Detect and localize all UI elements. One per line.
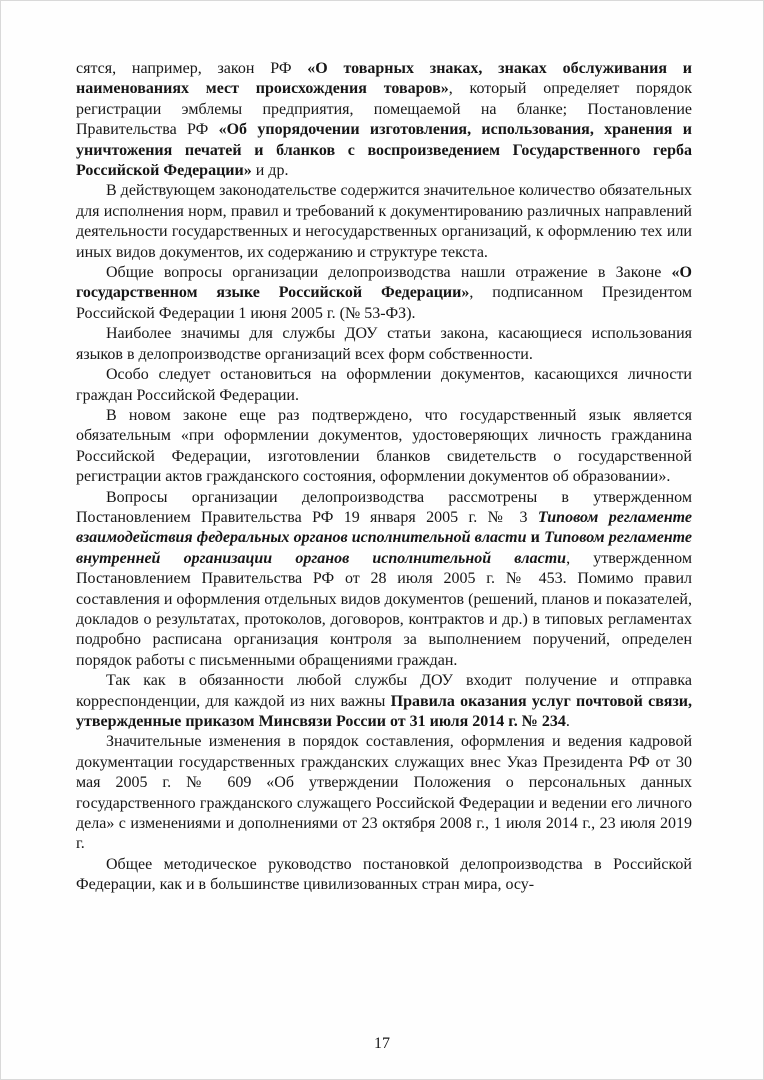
paragraph bbox=[76, 181, 692, 263]
paragraph bbox=[76, 263, 692, 324]
text-run: «Об упорядочении изготовления, использования, хранения и уничтожения печатей и бланков с воспроизведением Государственного герба Российской Федерации» bbox=[76, 121, 692, 180]
text-run: В новом законе еще раз подтверждено, что государственный язык является обязательным «при оформлении документов, удостоверяющих личность гражданина Российской Федерации, изготовлении бланков свидетельств о государственной регистрации актов гражданского состояния, оформлении документов об образовании». bbox=[76, 406, 692, 486]
paragraph bbox=[76, 59, 692, 181]
text-run: Общее методическое руководство постановкой делопроизводства в Российской Федерации, как и в большинстве цивилизованных стран мира, осу- bbox=[76, 855, 692, 894]
text-run: «О товарных знаках, знаках обслуживания и наименованиях мест происхождения товаров» bbox=[76, 60, 692, 98]
text-run: Общие вопросы организации делопроизводства нашли отражение в Законе bbox=[106, 264, 672, 282]
text-run: , утвержденном Постановлением Правительства РФ от 28 июля 2005 г. № 453. Помимо правил составления и оформления отдельных видов документов (решений, планов и показателей, докладов о результатах, протоколов, договоров, контрактов и др.) в типовых регламентах подробно расписана организация контроля за выполнением поручений, определен порядок работы с письменными обращениями граждан. bbox=[76, 549, 693, 669]
page-number: 17 bbox=[374, 1035, 390, 1052]
text-run: Вопросы организации делопроизводства рассмотрены в утвержденном Постановлением Правительства РФ 19 января 2005 г. № 3 bbox=[76, 488, 692, 526]
paragraph bbox=[76, 365, 692, 406]
text-run: и bbox=[526, 529, 545, 547]
paragraph bbox=[76, 488, 692, 672]
paragraph bbox=[76, 406, 692, 488]
paragraph bbox=[76, 732, 692, 854]
body-text bbox=[76, 59, 692, 896]
text-run: «О государственном языке Российской Федерации» bbox=[76, 264, 692, 302]
text-run: . bbox=[565, 713, 570, 730]
text-run: Особо следует остановиться на оформлении документов, касающихся личности граждан Российской Федерации. bbox=[76, 366, 692, 404]
paragraph bbox=[76, 324, 692, 365]
text-run: Типовом регламенте взаимодействия федеральных органов исполнительной власти bbox=[76, 508, 693, 547]
text-run: Наиболее значимы для службы ДОУ статьи закона, касающиеся использования языков в делопроизводстве организаций всех форм собственности. bbox=[76, 325, 692, 363]
paragraph bbox=[76, 855, 692, 896]
text-run: Правила оказания услуг почтовой связи, утвержденные приказом Минсвязи России от 31 июля 2014 г. № 234 bbox=[76, 692, 693, 730]
text-run: Так как в обязанности любой службы ДОУ входит получение и отправка корреспонденции, для каждой из них важны bbox=[76, 672, 692, 710]
text-run: сятся, например, закон РФ bbox=[76, 60, 308, 77]
text-run: Значительные изменения в порядок составления, оформления и ведения кадровой документации государственных гражданских служащих внес Указ Президента РФ от 30 мая 2005 г. № 609 «Об утверждении Положения о персональных данных государственного гражданского служащего Российской Федерации и ведении его личного дела» с изменениями и дополнениями от 23 октября 2008 г., 1 июля 2014 г., 23 июля 2019 г. bbox=[76, 733, 692, 853]
text-run: , подписанном Президентом Российской Федерации 1 июня 2005 г. (№ 53-ФЗ). bbox=[76, 284, 693, 322]
text-run: и др. bbox=[251, 162, 289, 180]
paragraph bbox=[76, 671, 692, 732]
text-run: В действующем законодательстве содержится значительное количество обязательных для исполнения норм, правил и требований к документированию различных направлений деятельности государственных и негосударственных организаций, к оформлению тех или иных видов документов, их содержанию и структуре текста. bbox=[76, 182, 692, 261]
text-run: , который определяет порядок регистрации эмблемы предприятия, помещаемой на бланке; Постановление Правительства РФ bbox=[76, 80, 692, 139]
text-run: Типовом регламенте внутренней организации органов исполнительной власти bbox=[76, 529, 693, 567]
